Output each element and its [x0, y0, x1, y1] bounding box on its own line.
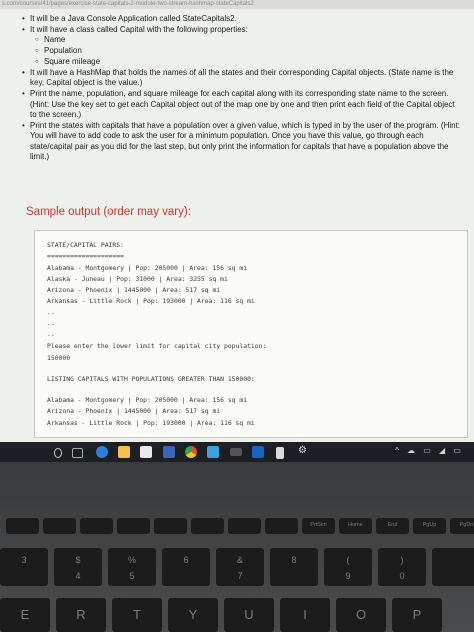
console-line: Alaska - Juneau | Pop: 31000 | Area: 3255 sq mi: [47, 275, 228, 283]
keyboard-key: R: [56, 598, 106, 632]
console-ellipsis: ..: [47, 330, 55, 338]
keyboard-key: Y: [168, 598, 218, 632]
keyboard-key: 6: [162, 548, 210, 586]
keyboard-key: I: [280, 598, 330, 632]
keyboard-key: [191, 518, 224, 534]
console-result: Arizona - Phoenix | 1445000 | Area: 517 sq mi: [47, 407, 221, 415]
console-line: Alabama - Montgomery | Pop: 205000 | Area: 156 sq mi: [47, 264, 248, 272]
console-line: Arizona - Phoenix | 1445000 | Area: 517 sq mi: [47, 286, 221, 294]
search-icon[interactable]: [54, 448, 62, 458]
console-ellipsis: ..: [47, 308, 55, 316]
sample-console-output: [34, 230, 468, 438]
properties-list: [30, 35, 462, 67]
keyboard-key: P: [392, 598, 442, 632]
keyboard-key: $ 4: [54, 548, 102, 586]
keyboard-key: [154, 518, 187, 534]
keyboard-key: [6, 518, 39, 534]
app-icon[interactable]: [207, 446, 219, 458]
keyboard-key: 3: [0, 548, 48, 586]
console-prompt: Please enter the lower limit for capital city population:: [47, 342, 267, 350]
requirement-item: • It will have a HashMap that holds the names of all the states and their corresponding Capital objects. (State name is the key, Capital object is the value.): [22, 68, 462, 89]
keyboard-key: [43, 518, 76, 534]
keyboard-key: [80, 518, 113, 534]
chrome-icon[interactable]: [185, 446, 197, 458]
console-result: Arkansas - Little Rock | Pop: 193000 | Area: 116 sq mi: [47, 419, 255, 427]
console-line: Arkansas - Little Rock | Pop: 193000 | Area: 116 sq mi: [47, 297, 255, 305]
keyboard-key: PgUp: [413, 518, 446, 534]
console-separator: ====================: [47, 252, 124, 260]
keyboard-key: E: [0, 598, 50, 632]
store-icon[interactable]: [140, 446, 152, 458]
keyboard-key: [432, 548, 474, 586]
app-icon[interactable]: [230, 448, 242, 456]
laptop-keyboard: [0, 462, 474, 632]
edge-browser-icon[interactable]: [96, 446, 108, 458]
requirement-item: • It will have a class called Capital with the following properties: ○ Name ○ Population ○ Square mileage: [22, 25, 462, 67]
keyboard-key: End: [376, 518, 409, 534]
console-ellipsis: ..: [47, 319, 55, 327]
task-view-icon[interactable]: [72, 448, 83, 458]
requirement-item: • It will be a Java Console Application called StateCapitals2.: [22, 14, 462, 24]
gear-icon[interactable]: ⚙: [298, 445, 307, 456]
app-icon[interactable]: [276, 447, 284, 459]
app-icon[interactable]: [252, 446, 264, 458]
property-item: ○ Square mileage: [30, 57, 462, 68]
keyboard-key: & 7: [216, 548, 264, 586]
keyboard-key: ( 9: [324, 548, 372, 586]
console-input: 150000: [47, 354, 71, 362]
taskbar: [0, 442, 474, 462]
keyboard-key: % 5: [108, 548, 156, 586]
property-item: ○ Name: [30, 35, 462, 46]
address-bar[interactable]: s.com/courses/41/pages/exercise-state-capitals-2-module-two-stream-hashmap-stateCapitals2: [0, 0, 474, 9]
system-tray[interactable]: ^ ☁ ▭ ◢ ▭: [395, 446, 464, 455]
mail-icon[interactable]: [163, 446, 175, 458]
keyboard-key: O: [336, 598, 386, 632]
console-listing-header: LISTING CAPITALS WITH POPULATIONS GREATER THAN 150000:: [47, 375, 255, 383]
console-result: Alabama - Montgomery | Pop: 205000 | Area: 156 sq mi: [47, 396, 248, 404]
property-item: ○ Population: [30, 46, 462, 57]
keyboard-key: [265, 518, 298, 534]
keyboard-key: [228, 518, 261, 534]
keyboard-key: T: [112, 598, 162, 632]
keyboard-key: U: [224, 598, 274, 632]
requirements-list: [22, 14, 462, 163]
keyboard-key: Home: [339, 518, 372, 534]
keyboard-key: ) 0: [378, 548, 426, 586]
keyboard-key: PrtScn: [302, 518, 335, 534]
keyboard-key: PgDn: [450, 518, 474, 534]
keyboard-key: [117, 518, 150, 534]
sample-output-heading: Sample output (order may vary):: [26, 206, 191, 218]
keyboard-key: 8: [270, 548, 318, 586]
file-explorer-icon[interactable]: [118, 446, 130, 458]
requirement-item: • Print the name, population, and square mileage for each capital along with its corresponding state name to the screen. (Hint: Use the key set to get each Capital object out of the map one by one and then print each field of the Capital object to the screen.): [22, 89, 462, 120]
console-header: STATE/CAPITAL PAIRS:: [47, 241, 124, 249]
requirement-item: • Print the states with capitals that have a population over a given value, which is typed in by the user of the program. (Hint: You will have to add code to ask the user for a minimum population. Once you have this value, go through each state/capital pair as you did for the last step, but only print the information for capitals that have a population above the limit.): [22, 121, 462, 163]
